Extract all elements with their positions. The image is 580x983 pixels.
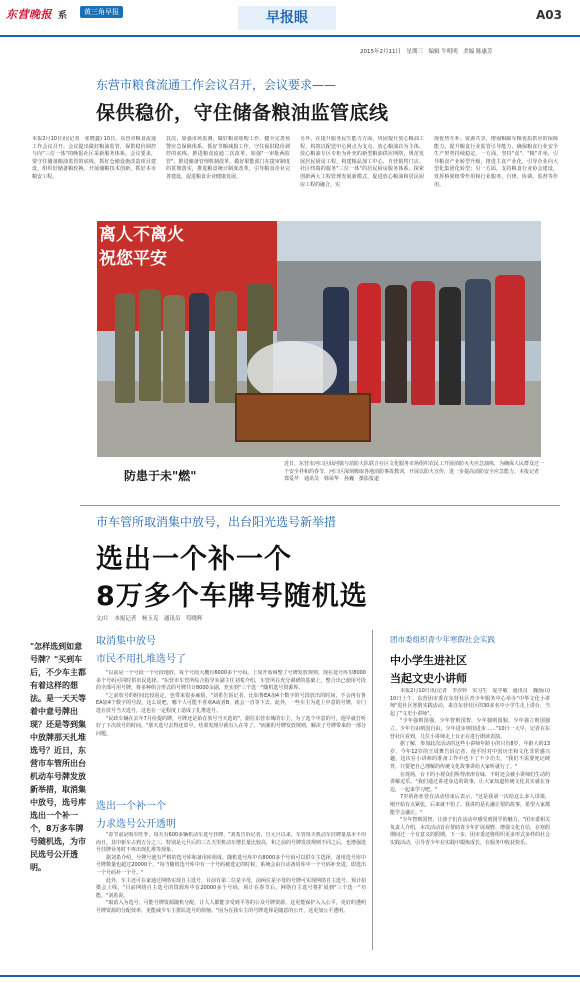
article2-byline: 文/片 本报记者 杨玉克 通讯员 苟晓辉 xyxy=(96,616,203,622)
paragraph: 在现场，台下的小观众们听得津津有味，不时还会被小讲师们生动的讲解逗乐。"我们通过讲述身边的故事，让大家知道传统文化其实就在身边，一起来学习吧。" xyxy=(390,771,550,793)
paragraph: 据了解，参加此次活动的这些小讲师年龄小的只有8岁，年龄大的13岁，今年12岁的王周舞告诉记者，他平时对中国历史和文化非常感兴趣，这次在小讲师的准备工作中也下了不少功夫，"我们不需要死记硬背，只要把自己理解的传统文化故事讲给大家听就行了。" xyxy=(390,741,550,770)
paragraph: 7岁的孙亚萱在活动结束后表示，"这是我第一次给这么多人讲课，刚开始有点紧张，后来就不怕了。我讲的是孔融让梨的故事，希望大家都能学会谦让。" xyxy=(390,794,550,816)
newspaper-logo: 东营晚报 xyxy=(6,8,52,21)
article1-column: 本报2月10日讯(记者 张晓鑫) 10日，东营市粮食流通工作会议召开。会议提出做好粮油监管，保供稳价调控与向"三位一体"的晚报社区采新服务体系。会议要求，要守住储备粮油监管的底线，抓好仓储设施改造项目建设，组织好储备粮轮换，开展储粮技术创新，抓好本市粮安工程。 xyxy=(32,136,156,180)
article1-body xyxy=(32,136,562,218)
fire-smoke xyxy=(247,341,337,401)
article2-body-part2 xyxy=(96,832,366,952)
article2-kicker: 市车管所取消集中放号，出台阳光选号新举措 xyxy=(96,515,337,529)
photo-caption: 近日，东营市河口区仙河镇与消防大队联合在区文化服务市场组织农民工开展消防灭火应急演练，为确保人民群众过一个安全祥和的春节，河口区深刻吸取各地消防事故教训，开展以防火宣传，进一步提高消防安全应急能力。本报记者 郑爱芹 通讯员 韩荣华 孙巍 摄影报道 xyxy=(284,461,545,482)
article2-body-part1 xyxy=(96,670,366,788)
truck-banner-text: 离人不离火 祝您平安 xyxy=(99,225,184,269)
section-divider xyxy=(80,505,560,506)
article2-subhead: 市民不用扎堆选号了 xyxy=(96,654,186,665)
issue-meta: 2015年2月11日 星期三 编辑 牛明明 美编 陈惠芳 xyxy=(360,49,493,55)
article3-headline-line2: 当起文史小讲师 xyxy=(390,672,467,685)
article1-headline: 保供稳价，守住储备粮油监管底线 xyxy=(96,102,389,124)
header-divider xyxy=(0,35,580,37)
article1-column: 另外，在提升服务民生能力方面，巩固提升放心粮油工程，构筑以配送中心网点为支点、放心粮油店为主体、放心粮油专区专柜为补充的新型粮油供应网络，规范发展居民厨房工程，构建粮品加工中心、自营销售门店、社区终端的服务"三位一体"的居民厨房服务体系。探索创新两大工程管理发展新模式，促进放心粮油和居民厨房工程的融合，实 xyxy=(300,136,424,188)
fire-tray xyxy=(235,393,371,442)
paragraph: 本报2月10日讯(记者 李汐婷 实习生 庞学敏 通讯员 魏灿山) 10日上午，东营团市委在东营社区青少年服务中心举办"中华文化小讲师"进社区寒假实践活动，来自东营社区的30多名中小学生走上讲台，当起了"文史小讲师"。 xyxy=(390,688,550,717)
article1-column: 其次，加强市场监测，做好粮食收购工作，健全完善预警应急保障体系，抓好节粮减损工作，守住保供稳价调控的底线。推进粮食流通二次改革，加强"一审批两监管"，推进储备管理机制改革，做好职能部门在提审制度的贯彻落实，推进粮食统计制度改革，引导粮食企业完善建设，促进粮食企业健康发展。 xyxy=(166,136,290,180)
article2-headline-line1: 选出一个补一个 xyxy=(96,544,292,575)
edition-tag: 黄三角早报 xyxy=(80,6,123,18)
paragraph: "民政车辆在去年7月份提的牌，号牌还是始在放号当天选的"，据住东营市城的车主，为了选个中意的号，他早就打听好了下次放号的时间。"那天选号去得还算早，结果发现早就有人在等了。"而新的号牌发放规则，解决了号牌带来的一部分问题。 xyxy=(96,715,366,737)
article1-column: 现优势互补、资源共享，增强粮邮军粮优质供应的保障能力。提升粮食行业监管引导能力，确保粮食行业安全生产形势持续稳定。一方面，坚持"食"、"粮"并举，引导粮食产业转型升级，推进主食产业化，引导企业向大型化集团化转型；另一方面，支持粮食行业协会建设，发挥桥梁纽带作用和行业服务、自律、协调、监督等作用。 xyxy=(434,136,558,188)
article3-headline-line1: 中小学生进社区 xyxy=(390,654,467,667)
paragraph: 据刘希介绍，号牌号池有严格的选号库和备用库组成，随机选号库中有8000多个号码可以供车主选择，备用选号库中号牌数量也超过20000个。"每当随机选号库中有一个号码被选定的时候，系统会由自动备用库中一个号码补充进，即选出一个号码补一个号。" xyxy=(96,854,366,876)
column-divider xyxy=(372,630,373,950)
article2-subhead: 力求选号公开透明 xyxy=(96,819,176,830)
article3-kicker: 团市委组织青少年寒假社会实践 xyxy=(390,635,495,644)
article2-lead-sidebar: "怎样选到如意号牌？"买到车后，不少车主都有着这样的想法。是一天天等着中意号牌出现？还是等到集中放牌那天扎堆选号？近日，东营市车管所出台机动车号牌发放新举措，取消集中放号，选号库选出一个补一个，8万多车牌号随机选，为市民选号公开透明。 xyxy=(30,642,86,872)
paragraph: "少年智则国智，让孩子们在活动中感受到国学的魅力。"团市委相关负责人介绍，本次活动旨在帮助青少年扩展视野、增强文化自信，在寒假期间过一个有意义的假期。下一步，团市委还将组织更多形式多样的社会实践活动，引导青少年在实践中锻炼成长，在服务中收获快乐。 xyxy=(390,817,550,846)
section-title: 早报眼 xyxy=(238,6,336,30)
article3-body xyxy=(390,688,550,950)
paragraph: "取消入为选号，可能号牌资源随机分配，让人人都能享受到平等的公众号牌资源，这更能保护入入公平，更好的透明号牌资源的分配效率，更能减少车主排队选号的烦恼。"因为在我车主的号牌选择是随意的公开，这更加公平透明。 xyxy=(96,900,366,914)
photo-caption-title: 防患于未"燃" xyxy=(124,469,197,483)
logo-suffix: 系 xyxy=(58,11,68,21)
paragraph: "以前是一个号段一个号段地放，每个号段大概有6000多个号码。上周开始调整了号牌发放规则，现在选号库里8000多个号码可同时供市民选择。"东营市车管所综合指导室副主任刘希介绍，车管所在充分调研的基础上，整合出已使用号段的全部可用号牌，将多种组合形式的号牌共计8000余副，充实到"三个选一"随机选号资源库。 xyxy=(96,670,366,692)
article2-headline-line2: 8万多个车牌号随机选 xyxy=(96,581,368,612)
paragraph: 此外，车主还可在家通过网络实现自主选号，目前有第二位是字母，前两位是字母的号牌可实现网络自主选号，预计拍摄会上线。"目前网络自主选号的资源库中有20000多个号码，预计在春节后，网络自主选号将扩展到"三个选一"功能。"刘希说。 xyxy=(96,877,366,899)
page-number: A03 xyxy=(536,8,562,22)
page-header xyxy=(0,0,580,36)
article2-subhead: 取消集中放号 xyxy=(96,636,156,647)
footer-rule xyxy=(0,975,580,977)
paragraph: "春节前是购车旺季，每天有600多辆机动车选号挂牌。"刘希告诉记者，自元旦以来，车管每天机动车挂牌量基本平均而且，其中新车占到五分之三，特别是元旦后的三五天里机动车增长量比较高，和之前的号牌发放规则不同之后，也增强选号挂牌业务时不再出现扎堆等现象。 xyxy=(96,832,366,854)
fire-drill-photo xyxy=(97,221,541,457)
paragraph: "少年强则国强，少年智则国智，少年独则国独，少年强立则国独立。少年自由则国自由，少年进步则国进步……"10日一大早，记者在东营社区看到，几位小讲师走上台正在进行朗读表演。 xyxy=(390,718,550,740)
article1-kicker: 东营市粮食流通工作会议召开，会议要求—— xyxy=(96,78,337,92)
paragraph: "之前放号的时间比较固定，也带来很多麻烦，"刘希告诉记者，比如鲁EA加4个数字的号段放出的时间，不会再有鲁EA加4个数字的号段，这么说吧，哪个人可能不喜欢A或者B，就会一直等下去。此外，一些车主为选上中意的号牌，专门选在放号当天选号，这也在一定程度上造成了扎堆选号。 xyxy=(96,692,366,714)
article2-subhead: 选出一个补一个 xyxy=(96,801,166,812)
